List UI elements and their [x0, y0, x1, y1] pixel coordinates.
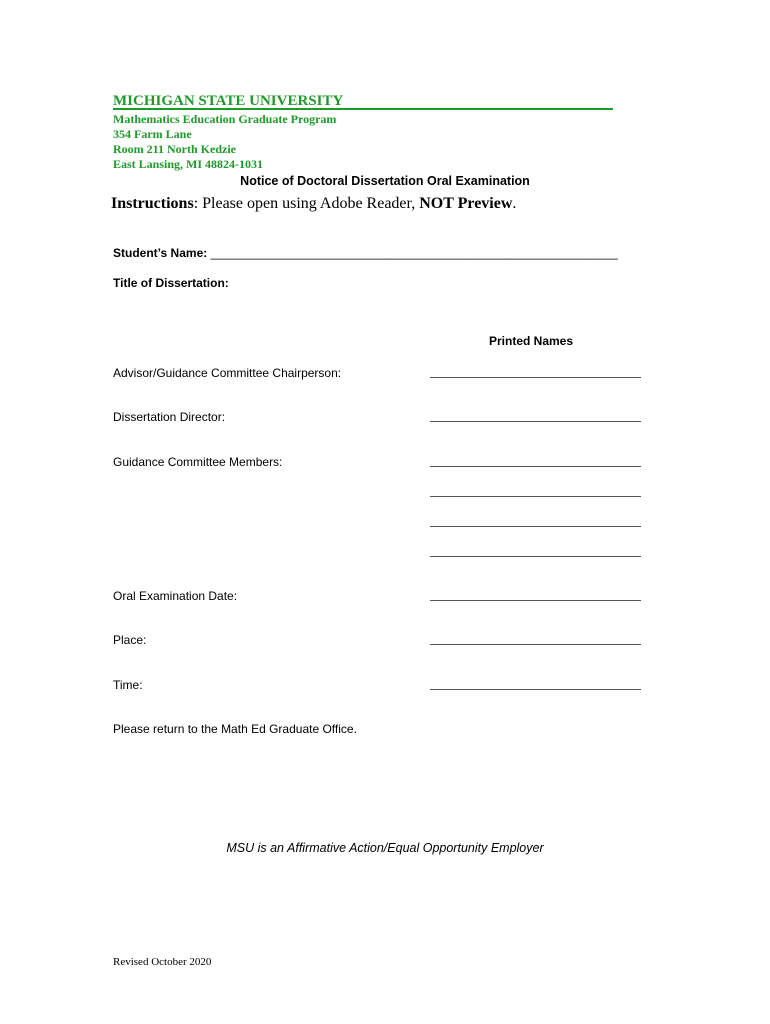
exam-date-label: Oral Examination Date:	[113, 589, 238, 603]
instructions-period: .	[512, 195, 517, 212]
university-name: MICHIGAN STATE UNIVERSITY	[113, 93, 344, 109]
committee-member-field[interactable]	[430, 526, 641, 527]
address-room: Room 211 North Kedzie	[113, 142, 236, 156]
place-field[interactable]	[430, 644, 641, 645]
instructions-text: : Please open using Adobe Reader,	[193, 195, 420, 212]
committee-members-label: Guidance Committee Members:	[113, 455, 283, 469]
director-label: Dissertation Director:	[113, 410, 226, 424]
exam-date-field[interactable]	[430, 600, 641, 601]
student-name-field[interactable]: _____________________________________________________________	[210, 246, 618, 260]
revision-date: Revised October 2020	[113, 956, 212, 968]
address-street: 354 Farm Lane	[113, 127, 192, 141]
notice-title: Notice of Doctoral Dissertation Oral Examination	[240, 174, 530, 188]
advisor-name-field[interactable]	[430, 377, 641, 378]
committee-member-field[interactable]	[430, 466, 641, 467]
time-label: Time:	[113, 678, 143, 692]
advisor-label: Advisor/Guidance Committee Chairperson:	[113, 366, 342, 380]
director-name-field[interactable]	[430, 421, 641, 422]
student-name-label: Student’s Name:	[113, 246, 208, 260]
committee-member-field[interactable]	[430, 556, 641, 557]
eeo-statement: MSU is an Affirmative Action/Equal Opportunity Employer	[226, 841, 544, 855]
dissertation-title-label: Title of Dissertation:	[113, 276, 229, 290]
instructions-emphasis: NOT Preview	[419, 195, 513, 212]
student-name-row	[113, 246, 618, 260]
instructions-label: Instructions	[111, 195, 194, 212]
place-label: Place:	[113, 633, 147, 647]
committee-member-field[interactable]	[430, 496, 641, 497]
program-name: Mathematics Education Graduate Program	[113, 112, 337, 126]
address-city: East Lansing, MI 48824-1031	[113, 157, 264, 171]
return-note: Please return to the Math Ed Graduate Office.	[113, 722, 357, 736]
header-underline	[113, 108, 613, 110]
time-field[interactable]	[430, 689, 641, 690]
printed-names-heading: Printed Names	[489, 334, 574, 348]
instructions	[111, 195, 516, 213]
